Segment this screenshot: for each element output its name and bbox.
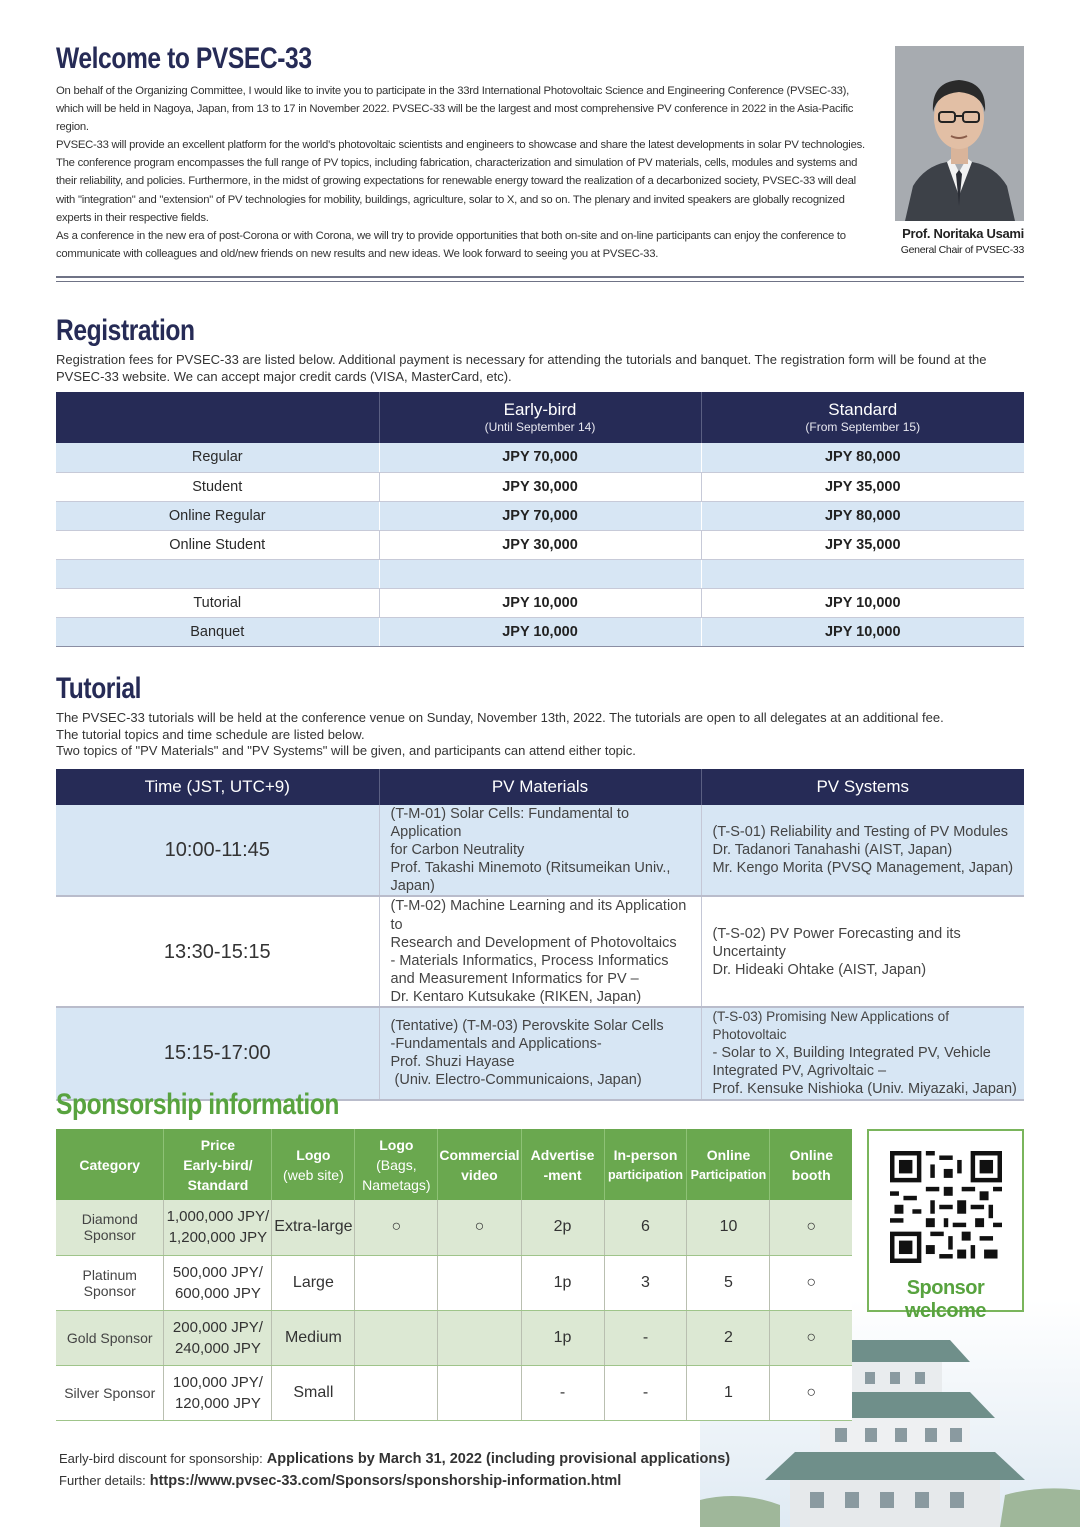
welcome-paragraph-3: As a conference in the new era of post-Corona or with Corona, we will try to provide opportunities that both on-site and on-line participants can enjoy the conference to communicate with colleagues and old/new friends on new results and new ideas. We look forward to seeing you at PVSEC-33. [56,229,846,260]
chair-role: General Chair of PVSEC-33 [900,244,1024,256]
sponsor-advert: 1p [521,1255,604,1310]
tutorial-line: Prof. Shuzi Hayase [390,1054,515,1071]
tutorial-line: Dr. Hideaki Ohtake (AIST, Japan) [712,961,927,978]
standard-label: Standard [828,400,898,419]
tutorial-intro-line-3: Two topics of "PV Materials" and "PV Systems" will be given, and participants can attend either topic. [56,743,636,758]
sponsor-header-category [56,1129,164,1200]
tutorial-header-materials: PV Materials [379,769,701,805]
sponsor-header-advert [521,1129,604,1200]
portrait-illustration [895,46,1024,221]
price-line: 120,000 JPY [174,1394,261,1412]
sponsor-booth: ○ [770,1365,852,1420]
fee-category: Online Regular [56,501,379,530]
tutorial-line: (T-M-01) Solar Cells: Fundamental to Application [390,806,630,841]
registration-fee-table [56,392,1024,647]
tutorial-line: (Tentative) (T-M-03) Perovskite Solar Cells [390,1018,664,1035]
tutorial-systems-cell [701,896,1024,1007]
tutorial-line: Mr. Kengo Morita (PVSQ Management, Japan) [712,860,1014,877]
tutorial-row [56,1007,1024,1099]
tutorial-materials-cell [379,1007,701,1099]
header-line: Commercial [439,1146,520,1163]
fee-early: JPY 30,000 [379,530,701,559]
tutorial-systems-cell [701,805,1024,896]
tutorial-materials-cell [379,805,701,896]
welcome-body [56,82,876,263]
discount-label: Early-bird discount for sponsorship: [59,1451,263,1466]
tutorial-materials-cell [379,896,701,1007]
tutorial-line: and Measurement Informatics for PV – [390,970,639,987]
header-line: -ment [543,1166,582,1183]
header-line: Online [706,1146,751,1163]
sponsor-row-gold [56,1310,852,1365]
tutorial-line: Uncertainty [712,943,786,960]
header-line: Logo [379,1136,414,1153]
fee-standard: JPY 10,000 [701,588,1024,617]
details-label: Further details: [59,1473,146,1488]
early-bird-period: (Until September 14) [484,420,596,434]
registration-row [56,530,1024,559]
section-divider-bottom [56,281,1024,282]
registration-header-early [379,392,701,443]
tutorial-line: Research and Development of Photovoltaics [390,934,677,951]
tutorial-line: Integrated PV, Agrivoltaic – [712,1063,887,1080]
tutorial-line: (T-M-02) Machine Learning and its Application to [390,898,687,933]
sponsor-header-video [438,1129,521,1200]
sponsor-inperson: 3 [604,1255,687,1310]
tutorial-line: -Fundamentals and Applications- [390,1036,602,1053]
sponsor-category: Gold Sponsor [56,1310,164,1365]
tutorial-row [56,805,1024,896]
sponsor-discount-note [59,1451,730,1467]
welcome-title: Welcome to PVSEC-33 [56,42,312,75]
fee-category: Regular [56,443,379,472]
tutorial-line: - Solar to X, Building Integrated PV, Vehicle [712,1045,991,1062]
details-link[interactable]: https://www.pvsec-33.com/Sponsors/sponshorship-information.html [149,1473,622,1489]
header-line: Standard [187,1176,249,1193]
tutorial-line: Prof. Takashi Minemoto (Ritsumeikan Univ., Japan) [390,860,671,895]
header-line: video [461,1166,498,1183]
sponsor-row-diamond [56,1200,852,1255]
sponsor-advert: - [521,1365,604,1420]
fee-category: Banquet [56,617,379,646]
welcome-paragraph-2: PVSEC-33 will provide an excellent platform for the world's photovoltaic scientists and engineers to showcase and share the latest developments in solar PV technologies. The conference program encompasses the full range of PV topics, including fabrication, characterization and simulation of PV materials, cells, modules and systems and their reliability, and policies. Furthermore, in the midst of growing expectations for renewable energy toward the realization of a decarbonized society, PVSEC-33 will deal with "integration" and "extension" of PV technologies for mobility, buildings, agriculture, solar to X, and so on. The plenary and invited speakers are globally recognized experts in their respective fields. [56,139,865,224]
header-line: Participation [690,1167,767,1182]
sponsor-category: Diamond Sponsor [56,1200,164,1255]
sponsor-inperson: - [604,1310,687,1365]
sponsor-logo-web: Large [272,1255,355,1310]
chair-portrait [895,46,1024,221]
sponsor-online: 2 [687,1310,770,1365]
header-line: Price [200,1136,236,1153]
sponsor-header-inperson [604,1129,687,1200]
tutorial-systems-cell [701,1007,1024,1099]
tutorial-intro [56,710,1026,760]
sponsor-video [438,1310,521,1365]
tutorial-header-row [56,769,1024,805]
qr-code-icon[interactable] [890,1151,1002,1263]
tutorial-line: Dr. Kentaro Kutsukake (RIKEN, Japan) [390,988,642,1005]
fee-category: Online Student [56,530,379,559]
header-line: (Bags, [376,1156,417,1173]
sponsor-header-booth [770,1129,852,1200]
tutorial-time: 13:30-15:15 [56,896,379,1007]
chair-name: Prof. Noritaka Usami [902,226,1024,241]
sponsor-header-price [164,1129,272,1200]
fee-standard: JPY 80,000 [701,501,1024,530]
fee-early: JPY 70,000 [379,501,701,530]
registration-title: Registration [56,314,195,347]
sponsor-inperson: - [604,1365,687,1420]
sponsor-details-note [59,1473,621,1489]
sponsor-price [164,1310,272,1365]
sponsor-advert: 1p [521,1310,604,1365]
fee-category [56,559,379,588]
sponsor-logo-bags [355,1310,438,1365]
header-line: Category [79,1156,141,1173]
tutorial-row [56,896,1024,1007]
registration-intro: Registration fees for PVSEC-33 are listed below. Additional payment is necessary for attending the tutorials and banquet. The registration form will be found at the PVSEC-33 website. We can accept major credit cards (VISA, MasterCard, etc). [56,352,987,384]
sponsorship-table [56,1129,852,1421]
sponsor-logo-web: Small [272,1365,355,1420]
header-line: participation [607,1167,683,1182]
header-line: Online [789,1146,834,1163]
registration-row [56,617,1024,646]
fee-standard: JPY 10,000 [701,617,1024,646]
sponsor-row-platinum [56,1255,852,1310]
registration-row [56,588,1024,617]
early-bird-label: Early-bird [503,400,577,419]
fee-early [379,559,701,588]
fee-standard [701,559,1024,588]
sponsor-welcome-caption: Sponsor welcome [905,1277,986,1322]
header-line: booth [791,1166,831,1183]
registration-header-row [56,392,1024,443]
sponsor-online: 10 [687,1200,770,1255]
header-line: (web site) [283,1166,344,1183]
registration-row [56,472,1024,501]
sponsorship-title: Sponsorship information [56,1088,340,1121]
sponsor-category: Silver Sponsor [56,1365,164,1420]
fee-early: JPY 70,000 [379,443,701,472]
sponsor-logo-web: Medium [272,1310,355,1365]
tutorial-time: 15:15-17:00 [56,1007,379,1099]
sponsor-price [164,1255,272,1310]
tutorial-schedule-table [56,769,1024,1101]
section-divider-top [56,276,1024,278]
welcome-paragraph-1: On behalf of the Organizing Committee, I would like to invite you to participate in the 33rd International Photovoltaic Science and Engineering Conference (PVSEC-33), which will be held in Nagoya, Japan, from 13 to 17 in November 2022. PVSEC-33 will be the largest and most comprehensive PV conference in 2022 in the Asia-Pacific region. [56,85,854,134]
sponsor-header-logo-bags [355,1129,438,1200]
price-line: 600,000 JPY [174,1284,261,1302]
tutorial-intro-line-1: The PVSEC-33 tutorials will be held at the conference venue on Sunday, November 13th, 2022. The tutorials are open to all delegates at an additional fee. [56,710,944,725]
sponsor-qr-panel [867,1129,1024,1322]
tutorial-line: (T-S-02) PV Power Forecasting and its [712,925,961,942]
sponsor-row-silver [56,1365,852,1420]
sponsor-booth: ○ [770,1200,852,1255]
fee-standard: JPY 80,000 [701,443,1024,472]
fee-category: Tutorial [56,588,379,617]
sponsor-header-online [687,1129,770,1200]
fee-early: JPY 10,000 [379,617,701,646]
tutorial-line: Dr. Tadanori Tanahashi (AIST, Japan) [712,842,953,859]
fee-category: Student [56,472,379,501]
fee-early: JPY 30,000 [379,472,701,501]
sponsor-header-logo-web [272,1129,355,1200]
sponsor-logo-web: Extra-large [272,1200,355,1255]
price-line: 500,000 JPY/ [172,1263,263,1281]
sponsor-booth: ○ [770,1310,852,1365]
registration-row [56,501,1024,530]
fee-early: JPY 10,000 [379,588,701,617]
sponsor-booth: ○ [770,1255,852,1310]
registration-row [56,443,1024,472]
tutorial-header-systems: PV Systems [701,769,1024,805]
price-line: 200,000 JPY/ [172,1318,263,1336]
tutorial-header-time: Time (JST, UTC+9) [56,769,379,805]
header-line: Logo [296,1146,331,1163]
sponsor-video: ○ [438,1200,521,1255]
sponsor-video [438,1365,521,1420]
header-line: Early-bird/ [183,1156,253,1173]
registration-header-blank [56,392,379,443]
header-line: In-person [613,1146,678,1163]
tutorial-line: Prof. Kensuke Nishioka (Univ. Miyazaki, Japan) [712,1081,1017,1098]
tutorial-line: - Materials Informatics, Process Informatics [390,952,669,969]
tutorial-line: for Carbon Neutrality [390,842,525,859]
sponsorship-header-row [56,1129,852,1200]
registration-row-empty [56,559,1024,588]
tutorial-line: (T-S-03) Promising New Applications of Photovoltaic [712,1009,949,1043]
tutorial-intro-line-2: The tutorial topics and time schedule are listed below. [56,726,365,742]
tutorial-line: (Univ. Electro-Communicaions, Japan) [390,1072,642,1089]
sponsor-logo-bags [355,1365,438,1420]
price-line: 100,000 JPY/ [172,1373,263,1391]
standard-period: (From September 15) [805,420,921,434]
sponsor-logo-bags [355,1255,438,1310]
fee-standard: JPY 35,000 [701,530,1024,559]
sponsor-price [164,1365,272,1420]
tutorial-title: Tutorial [56,672,142,705]
sponsor-online: 1 [687,1365,770,1420]
price-line: 1,200,000 JPY [168,1229,268,1247]
sponsor-advert: 2p [521,1200,604,1255]
sponsor-online: 5 [687,1255,770,1310]
tutorial-time: 10:00-11:45 [56,805,379,896]
sponsor-price [164,1200,272,1255]
sponsor-category: Platinum Sponsor [56,1255,164,1310]
price-line: 240,000 JPY [174,1339,261,1357]
discount-text: Applications by March 31, 2022 (including provisional applications) [266,1451,731,1467]
price-line: 1,000,000 JPY/ [166,1208,270,1226]
sponsor-inperson: 6 [604,1200,687,1255]
registration-header-standard [701,392,1024,443]
sponsor-video [438,1255,521,1310]
sponsor-logo-bags: ○ [355,1200,438,1255]
fee-standard: JPY 35,000 [701,472,1024,501]
tutorial-line: (T-S-01) Reliability and Testing of PV Modules [712,824,1009,841]
header-line: Advertise [530,1146,595,1163]
header-line: Nametags) [362,1176,431,1193]
